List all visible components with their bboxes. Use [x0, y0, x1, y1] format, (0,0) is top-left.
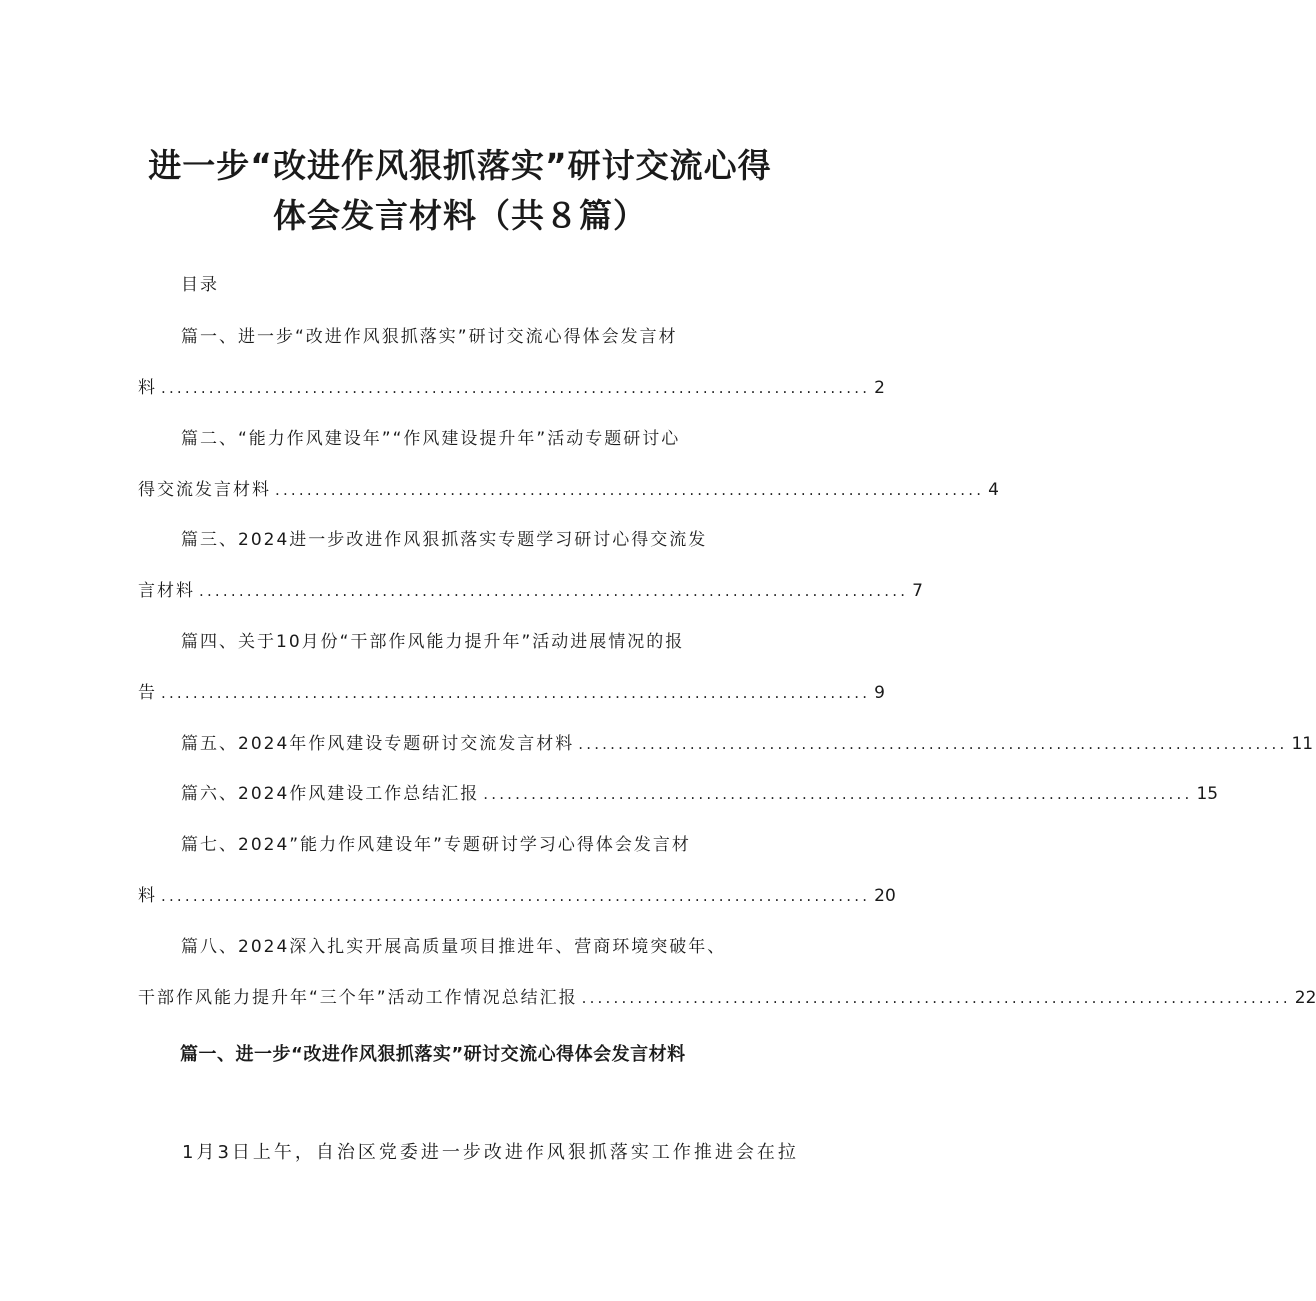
toc-entry-3[interactable] [138, 576, 923, 601]
toc-leader-dots: ......................................................................................... [578, 735, 1288, 753]
toc-leader-dots: ......................................................................................... [581, 989, 1291, 1007]
toc-entry-1[interactable] [138, 373, 885, 398]
toc-entry-8-page: 22 [1294, 988, 1316, 1008]
section-heading: 篇一、进一步“改进作风狠抓落实”研讨交流心得体会发言材料 [180, 1044, 686, 1065]
toc-entry-3-page: 7 [912, 581, 923, 601]
toc-leader-dots: ......................................................................................... [161, 684, 871, 702]
toc-entry-8-line2: 干部作风能力提升年“三个年”活动工作情况总结汇报 [138, 988, 578, 1008]
toc-entry-6-label: 篇六、2024作风建设工作总结汇报 [181, 784, 480, 804]
toc-entry-1-line2: 料 [138, 378, 157, 398]
toc-entry-5[interactable] [181, 729, 1314, 754]
toc-entry-2-page: 4 [988, 480, 999, 500]
toc-entry-5-page: 11 [1291, 734, 1314, 754]
toc-entry-8[interactable] [138, 983, 1316, 1008]
toc-entry-4[interactable] [138, 678, 885, 703]
toc-entry-8-line1: 篇八、2024深入扎实开展高质量项目推进年、营商环境突破年、 [181, 937, 727, 957]
toc-entry-5-label: 篇五、2024年作风建设专题研讨交流发言材料 [181, 734, 575, 754]
document-title-line-1: 进一步“改进作风狠抓落实”研讨交流心得 [148, 146, 772, 185]
toc-leader-dots: ......................................................................................... [483, 785, 1193, 803]
toc-entry-7[interactable] [138, 881, 896, 906]
toc-entry-6-page: 15 [1196, 784, 1219, 804]
body-paragraph: 1月3日上午，自治区党委进一步改进作风狠抓落实工作推进会在拉 [182, 1142, 799, 1163]
toc-entry-7-page: 20 [874, 886, 896, 906]
toc-entry-4-line1: 篇四、关于10月份“干部作风能力提升年”活动进展情况的报 [181, 632, 685, 652]
toc-entry-7-line1: 篇七、2024”能力作风建设年”专题研讨学习心得体会发言材 [181, 835, 691, 855]
toc-entry-2-line1: 篇二、“能力作风建设年”“作风建设提升年”活动专题研讨心 [181, 429, 681, 449]
toc-entry-3-line2: 言材料 [138, 581, 195, 601]
toc-leader-dots: ......................................................................................... [161, 887, 871, 905]
toc-entry-2-line2: 得交流发言材料 [138, 480, 271, 500]
toc-leader-dots: ......................................................................................... [199, 582, 909, 600]
toc-entry-7-line2: 料 [138, 886, 157, 906]
toc-leader-dots: ......................................................................................... [161, 379, 871, 397]
toc-entry-1-line1: 篇一、进一步“改进作风狠抓落实”研讨交流心得体会发言材 [181, 327, 678, 347]
toc-entry-6[interactable] [181, 779, 1219, 804]
toc-leader-dots: ......................................................................................... [275, 481, 985, 499]
toc-entry-2[interactable] [138, 475, 999, 500]
toc-entry-1-page: 2 [874, 378, 885, 398]
toc-entry-4-page: 9 [874, 683, 885, 703]
toc-entry-4-line2: 告 [138, 683, 157, 703]
toc-entry-3-line1: 篇三、2024进一步改进作风狠抓落实专题学习研讨心得交流发 [181, 530, 708, 550]
toc-heading: 目录 [181, 275, 219, 295]
document-title-line-2: 体会发言材料（共８篇） [273, 196, 647, 235]
